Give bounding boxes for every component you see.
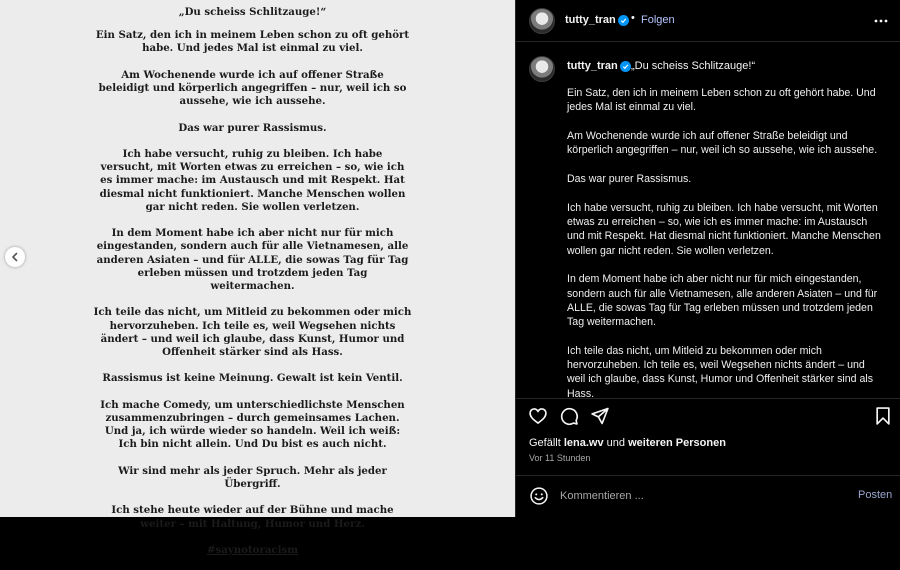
post-header [516, 0, 900, 42]
caption-paragraph: In dem Moment habe ich aber nicht nur für mich eingestanden, sondern auch für alle Vietnamesen, alle anderen Asiaten – und für ALLE, die sowas Tag für Tag erleben müssen und trotzdem jeden Tag weitermachen. [567, 273, 878, 329]
likes-summary [529, 437, 726, 449]
post-image-paragraph: Das war purer Rassismus. [178, 121, 327, 134]
caption-paragraph: Ich teile das nicht, um Mitleid zu bekommen oder mich hervorzuheben. Ich teile es, weil Wegsehen nichts ändert – und weil ich glaube, dass Kunst, Humor und Offenheit stärker sind als Hass. [567, 344, 874, 400]
caption-username[interactable]: tutty_tran [567, 60, 618, 72]
post-image-paragraph: Ich teile das nicht, um Mitleid zu bekommen oder mich hervorzuheben. Ich teile es, weil Wegsehen nichts ändert – und weil ich glaube, dass Kunst, Humor und Offenheit stärker sind als Hass. [93, 306, 412, 358]
caption-title: „Du scheiss Schlitzauge!“ [631, 60, 756, 72]
post-image-paragraph: Am Wochenende wurde ich auf offener Straße beleidigt und körperlich angegriffen – nur, weil ich so aussehe, wie ich aussehe. [98, 68, 407, 108]
post-image-paragraph: Ein Satz, den ich in meinem Leben schon zu oft gehört habe. Und jedes Mal ist einmal zu viel. [95, 29, 410, 55]
follow-button[interactable]: Folgen [641, 14, 675, 26]
caption-paragraph: Das war purer Rassismus. [567, 172, 692, 185]
caption-paragraph: Ein Satz, den ich in meinem Leben schon zu oft gehört habe. Und jedes Mal ist einmal zu viel. [567, 87, 876, 114]
caption-area [516, 43, 900, 398]
caption-author-avatar[interactable] [529, 56, 555, 82]
chevron-left-icon [10, 252, 20, 262]
comment-composer [516, 475, 900, 517]
other-likers-link[interactable]: weiteren Personen [628, 437, 726, 449]
share-icon[interactable] [590, 406, 610, 426]
carousel-prev-button[interactable] [5, 247, 25, 267]
post-image-paragraph: Rassismus ist keine Meinung. Gewalt ist kein Ventil. [102, 372, 403, 385]
caption-text [567, 86, 885, 415]
post-image-text [50, 6, 455, 570]
author-username[interactable]: tutty_tran [565, 14, 616, 26]
verified-badge-icon [618, 15, 629, 26]
emoji-icon[interactable] [529, 486, 549, 506]
comment-input[interactable] [560, 487, 840, 505]
post-image-title: „Du scheiss Schlitzauge!“ [178, 6, 327, 18]
header-separator-dot: • [631, 12, 635, 24]
comment-icon[interactable] [559, 406, 579, 426]
post-comment-button[interactable]: Posten [858, 489, 893, 501]
caption-paragraph: Am Wochenende wurde ich auf offener Straße beleidigt und körperlich angegriffen – nur, weil ich so aussehe, wie ich aussehe. [567, 129, 878, 157]
post-timestamp[interactable]: Vor 11 Stunden [529, 453, 591, 463]
likes-connector: und [606, 437, 626, 449]
more-options-icon[interactable] [874, 14, 888, 28]
post-side-panel [515, 0, 900, 517]
post-image-hashtag: #saynotoracism [206, 543, 299, 556]
post-image-paragraph: Wir sind mehr als jeder Spruch. Mehr als jeder Übergriff. [118, 464, 387, 490]
post-image-paragraph: Ich mache Comedy, um unterschiedlichste Menschen zusammenzubringen – durch gemeinsames Lachen. Und ja, ich würde wieder so handeln. Weil ich weiß: Ich bin nicht allein. Und Du bist es auch nicht. [100, 398, 405, 451]
post-image-paragraph: Ich habe versucht, ruhig zu bleiben. Ich habe versucht, mit Worten etwas zu erreichen – so, wie ich es immer mache: im Austausch und mit Respekt. Hat diesmal nicht funktioniert. Manche Menschen wollen gar nicht reden. Sie wollen verletzen. [99, 147, 406, 213]
bookmark-icon[interactable] [873, 406, 893, 426]
caption-paragraph: Ich habe versucht, ruhig zu bleiben. Ich habe versucht, mit Worten etwas zu erreichen – so, wie ich es immer mache: im Austausch und mit Respekt. Hat diesmal nicht funktioniert. Manche Menschen wollen gar nicht reden. Sie wollen verletzen. [567, 201, 881, 257]
author-avatar[interactable] [529, 8, 555, 34]
action-bar [516, 398, 900, 432]
likes-prefix: Gefällt [529, 437, 561, 449]
heart-icon[interactable] [528, 406, 548, 426]
post-image-paragraph: In dem Moment habe ich aber nicht nur für mich eingestanden, sondern auch für alle Vietnamesen, alle anderen Asiaten – und für ALLE, die sowas Tag für Tag erleben müssen und trotzdem jeden Tag weitermachen. [96, 227, 409, 292]
liked-by-user-link[interactable]: lena.wv [563, 437, 604, 449]
post-image-paragraph: Ich stehe heute wieder auf der Bühne und mache weiter – mit Haltung, Humor und Herz. [111, 504, 394, 530]
verified-badge-icon [620, 61, 631, 72]
